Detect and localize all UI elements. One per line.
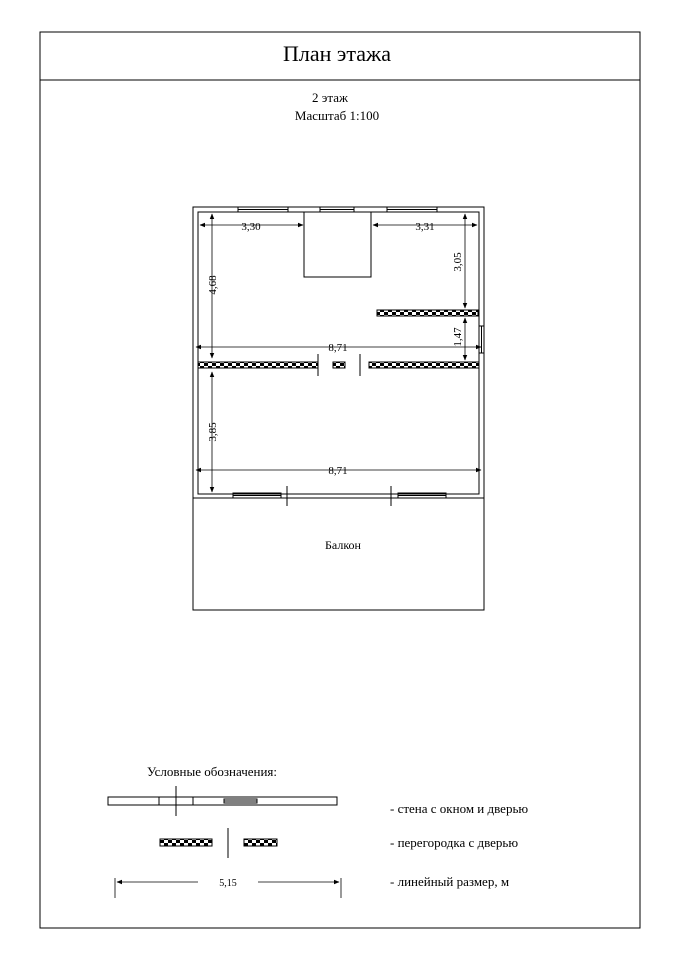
page-title: План этажа — [283, 41, 391, 66]
dim-left-lower: 3,85 — [207, 422, 219, 442]
dim-top-left: 3,30 — [241, 221, 261, 233]
partition-middle — [333, 362, 345, 368]
legend-item-wall: - стена с окном и дверью — [390, 801, 529, 816]
partition-short — [377, 310, 478, 316]
scale-label: Масштаб 1:100 — [294, 108, 380, 123]
top-windows — [238, 207, 437, 212]
dim-right-small: 1,47 — [452, 327, 464, 347]
legend-wall-sample — [108, 786, 337, 816]
dim-left-upper: 4,68 — [207, 275, 219, 295]
partition-right — [369, 362, 479, 368]
legend-title: Условные обозначения: — [147, 764, 278, 779]
dim-top-right: 3,31 — [415, 221, 435, 233]
balcony-label: Балкон — [325, 538, 361, 552]
legend-dimension-value: 5,15 — [219, 878, 237, 889]
dim-width-lower: 8,71 — [328, 465, 348, 477]
sheet-frame — [40, 32, 640, 928]
floor-label: 2 этаж — [312, 90, 348, 105]
legend-item-dimension: - линейный размер, м — [390, 874, 510, 889]
dim-width-upper: 8,71 — [328, 342, 348, 354]
legend-partition-sample — [160, 828, 277, 858]
dim-right-upper: 3,05 — [452, 252, 464, 272]
bottom-openings — [233, 486, 446, 506]
partition-left — [198, 362, 318, 368]
stair-opening — [304, 212, 371, 277]
legend-item-partition: - перегородка с дверью — [390, 835, 519, 850]
